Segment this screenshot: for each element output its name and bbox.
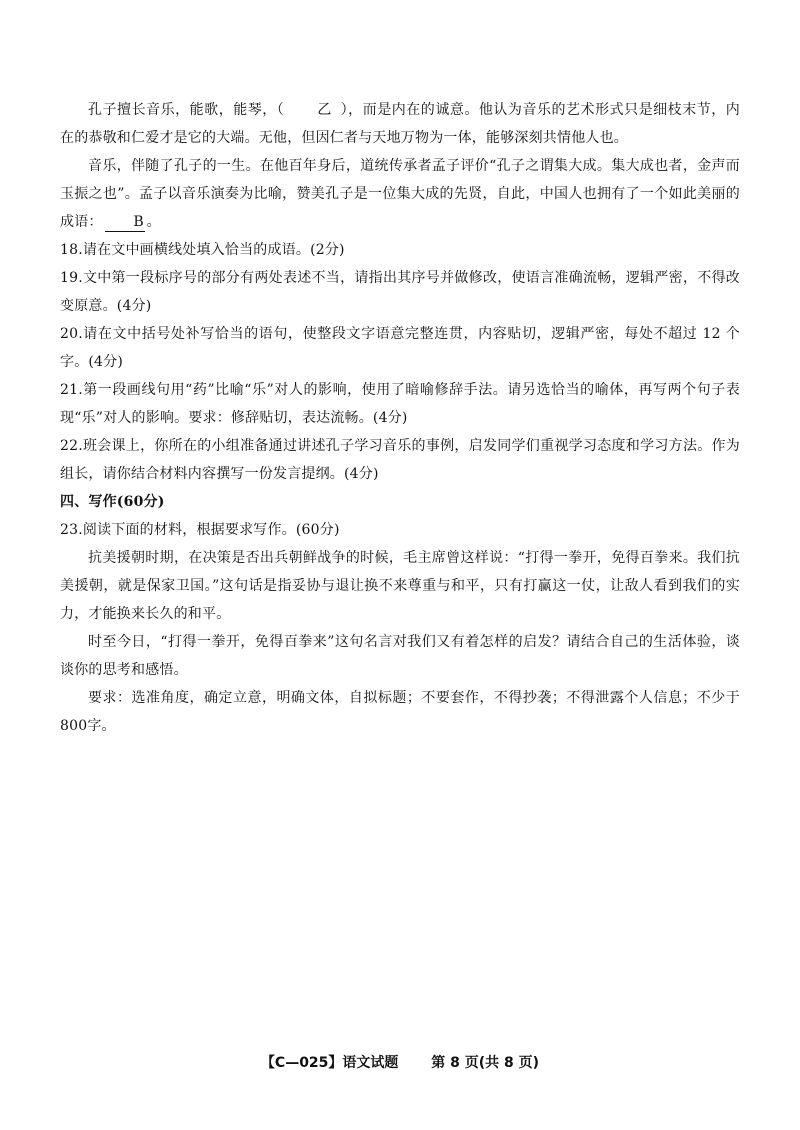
passage-text: ），而是内在的诚意。他认为音乐的艺术形式只是细枝末节，内在的恭敬和仁爱才是它的大端。无他，但因仁者与天地万物为一体，能够深刻共情他人也。: [60, 102, 740, 146]
question-23: 23.阅读下面的材料，根据要求写作。(60分): [60, 522, 340, 538]
page-footer: [0, 1052, 800, 1072]
footer-exam-code: 【C—025】语文试题: [260, 1055, 399, 1071]
question-20: 20.请在文中括号处补写恰当的语句，使整段文字语意完整连贯，内容贴切，逻辑严密，每处不超过 12 个字。(4分): [60, 326, 740, 370]
question-22: 22.班会课上，你所在的小组准备通过讲述孔子学习音乐的事例，启发同学们重视学习态度和学习方法。作为组长，请你结合材料内容撰写一份发言提纲。(4分): [60, 438, 740, 482]
passage-text: 音乐，伴随了孔子的一生。在他百年身后，道统传承者孟子评价“孔子之谓集大成。集大成也者，金声而玉振之也”。孟子以音乐演奏为比喻，赞美孔子是一位集大成的先贤，自此，中国人也拥有了一个如此美丽的成语：: [60, 158, 740, 230]
writing-material-1: 抗美援朝时期，在决策是否出兵朝鲜战争的时候，毛主席曾这样说：“打得一拳开，免得百拳来。我们抗美援朝，就是保家卫国。”这句话是指妥协与退让换不来尊重与和平，只有打赢这一仗，让敌人看到我们的实力，才能换来长久的和平。: [60, 550, 740, 622]
footer-page-number: 第 8 页(共 8 页): [431, 1055, 540, 1071]
question-19: 19.文中第一段标序号的部分有两处表述不当，请指出其序号并做修改，使语言准确流畅，逻辑严密，不得改变原意。(4分): [60, 270, 740, 314]
page-content: [60, 96, 740, 740]
passage-text: 孔子擅长音乐，能歌，能琴，（: [88, 102, 285, 118]
passage-paragraph-2: [60, 152, 740, 236]
fill-blank-yi: 乙: [317, 102, 336, 118]
passage-paragraph-1: [60, 96, 740, 152]
question-21: 21.第一段画线句用“药”比喻“乐”对人的影响，使用了暗喻修辞手法。请另选恰当的喻体，再写两个句子表现“乐”对人的影响。要求：修辞贴切，表达流畅。(4分): [60, 382, 740, 426]
writing-section-title: 四、写作(60分): [60, 494, 165, 510]
writing-material-2: 时至今日，“打得一拳开，免得百拳来”这句名言对我们又有着怎样的启发？请结合自己的生活体验，谈谈你的思考和感悟。: [60, 634, 740, 678]
underline-blank-b: B: [105, 213, 145, 232]
writing-requirements: 要求：选准角度，确定立意，明确文体，自拟标题；不要套作，不得抄袭；不得泄露个人信息；不少于800字。: [60, 690, 740, 734]
question-18: 18.请在文中画横线处填入恰当的成语。(2分): [60, 242, 345, 258]
passage-text: 。: [146, 214, 161, 230]
